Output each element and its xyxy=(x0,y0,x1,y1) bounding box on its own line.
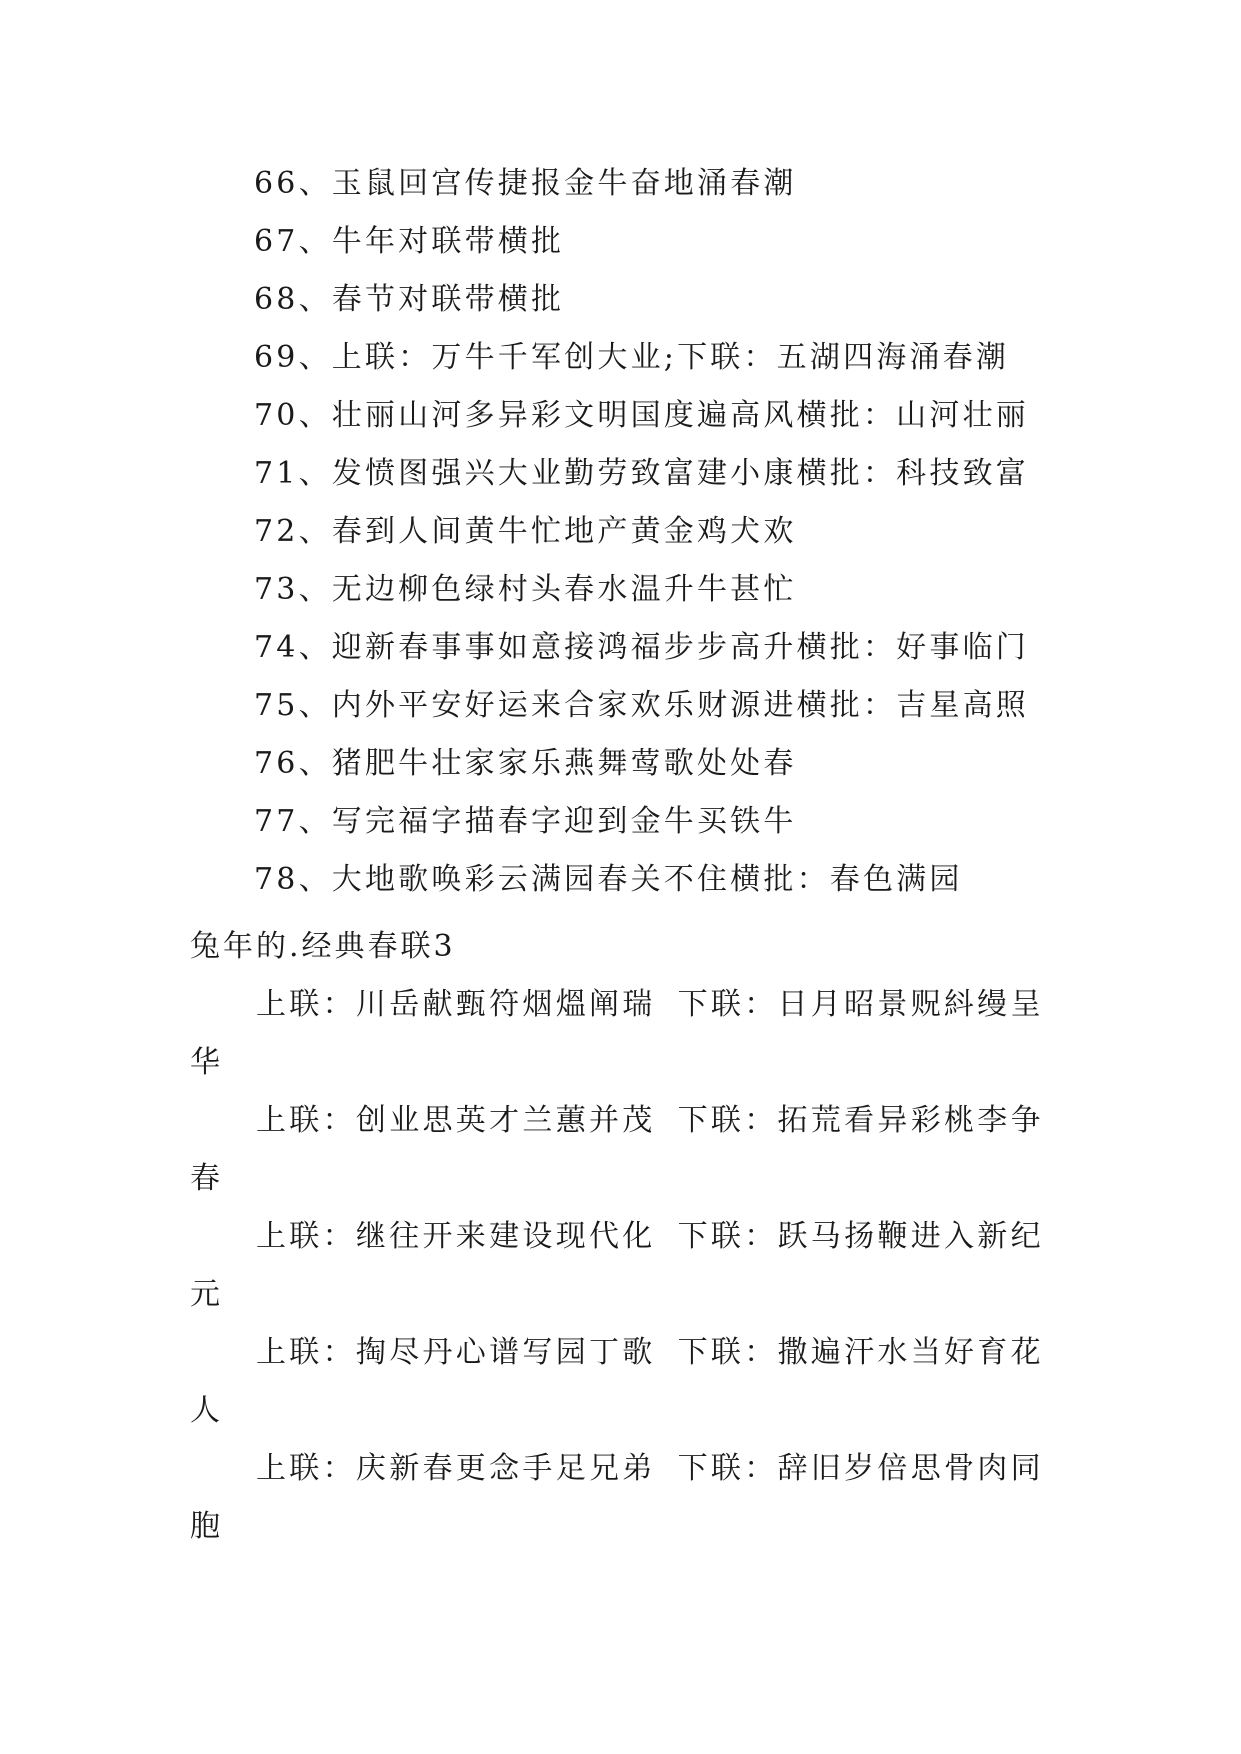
couplet-paragraph xyxy=(190,1324,1060,1440)
couplet-paragraph xyxy=(190,1208,1060,1324)
lower-line-tail: 元 xyxy=(190,1277,224,1312)
couplet-list xyxy=(254,155,1029,909)
list-item: 76、猪肥牛壮家家乐燕舞莺歌处处春 xyxy=(254,746,797,781)
lower-line-tail: 胞 xyxy=(190,1509,224,1544)
list-item: 75、内外平安好运来合家欢乐财源进横批：吉星高照 xyxy=(254,688,1029,723)
section-title: 兔年的.经典春联3 xyxy=(190,929,456,964)
lower-line: 下联：跃马扬鞭进入新纪 xyxy=(677,1219,1044,1254)
lower-line: 下联：日月昭景贶紏缦呈 xyxy=(677,987,1044,1022)
lower-line-tail: 人 xyxy=(190,1393,224,1428)
list-item: 73、无边柳色绿村头春水温升牛甚忙 xyxy=(254,572,797,607)
list-item: 70、壮丽山河多异彩文明国度遍高风横批：山河壮丽 xyxy=(254,398,1029,433)
lower-line-tail: 华 xyxy=(190,1045,224,1080)
lower-line: 下联：拓荒看异彩桃李争 xyxy=(677,1103,1044,1138)
list-item: 66、玉鼠回宫传捷报金牛奋地涌春潮 xyxy=(254,166,797,201)
couplet-paragraphs xyxy=(190,976,1060,1556)
upper-line: 上联：继往开来建设现代化 xyxy=(256,1219,656,1254)
lower-line: 下联：撒遍汗水当好育花 xyxy=(677,1335,1044,1370)
upper-line: 上联：创业思英才兰蕙并茂 xyxy=(256,1103,656,1138)
list-item: 67、牛年对联带横批 xyxy=(254,224,565,259)
list-item: 69、上联：万牛千军创大业;下联：五湖四海涌春潮 xyxy=(254,340,1010,375)
upper-line: 上联：川岳献甄符烟熅阐瑞 xyxy=(256,987,656,1022)
lower-line-tail: 春 xyxy=(190,1161,224,1196)
upper-line: 上联：掏尽丹心谱写园丁歌 xyxy=(256,1335,656,1370)
couplet-paragraph xyxy=(190,976,1060,1092)
couplet-paragraph xyxy=(190,1440,1060,1556)
list-item: 68、春节对联带横批 xyxy=(254,282,565,317)
lower-line: 下联：辞旧岁倍思骨肉同 xyxy=(677,1451,1044,1486)
list-item: 77、写完福字描春字迎到金牛买铁牛 xyxy=(254,804,797,839)
couplet-paragraph xyxy=(190,1092,1060,1208)
list-item: 78、大地歌唤彩云满园春关不住横批：春色满园 xyxy=(254,862,963,897)
list-item: 72、春到人间黄牛忙地产黄金鸡犬欢 xyxy=(254,514,797,549)
upper-line: 上联：庆新春更念手足兄弟 xyxy=(256,1451,656,1486)
list-item: 74、迎新春事事如意接鸿福步步高升横批：好事临门 xyxy=(254,630,1029,665)
list-item: 71、发愤图强兴大业勤劳致富建小康横批：科技致富 xyxy=(254,456,1029,491)
